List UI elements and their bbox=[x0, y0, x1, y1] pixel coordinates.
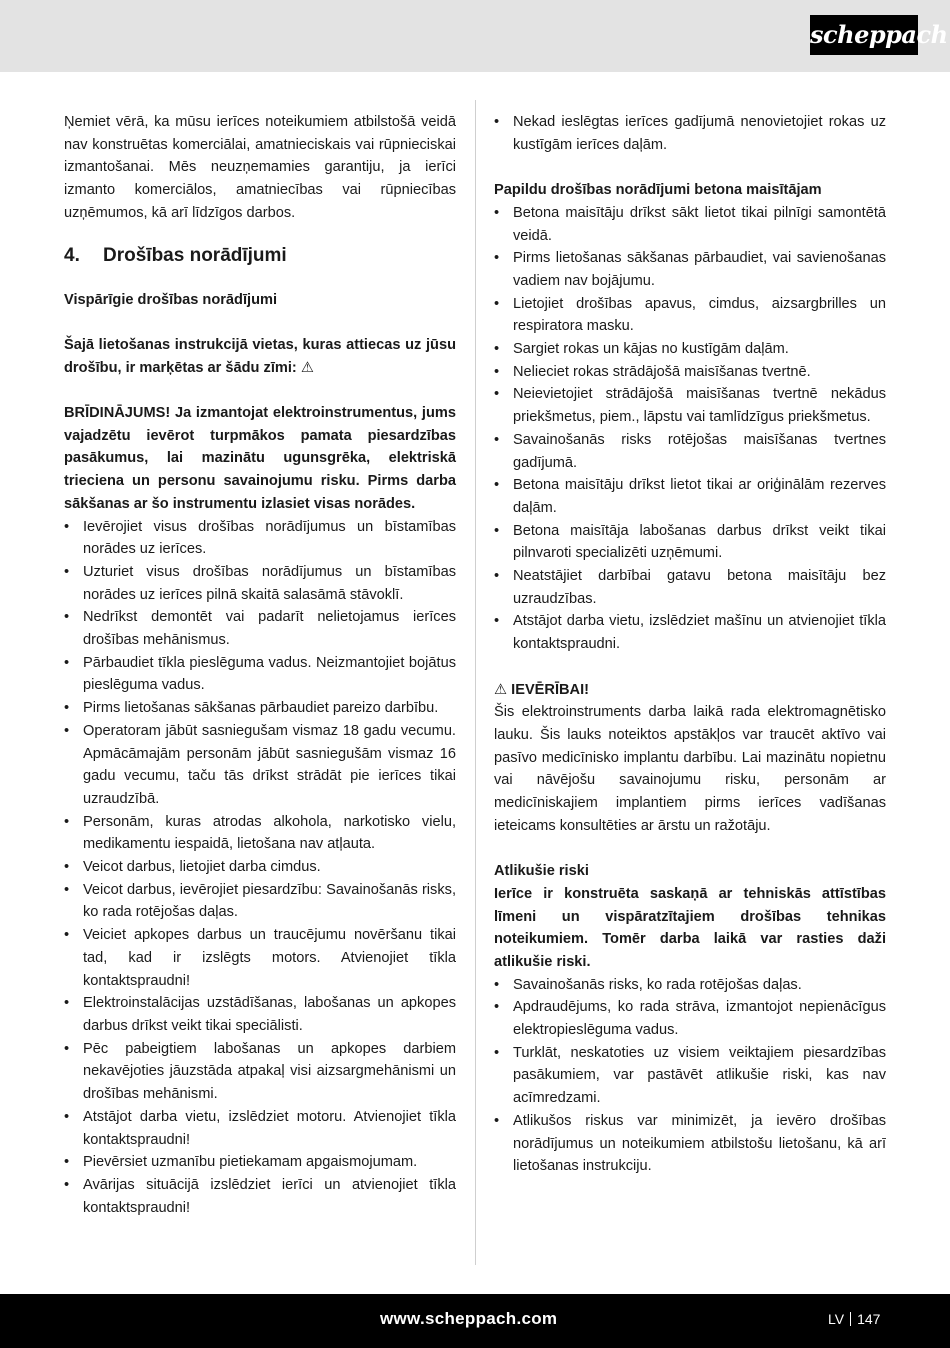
page-number: 147 bbox=[857, 1311, 881, 1327]
page-footer bbox=[0, 1294, 950, 1348]
list-item: • Pirms lietošanas sākšanas pārbaudiet, vai savienošanas vadiem nav bojājumu. bbox=[494, 247, 886, 292]
list-item: • Veicot darbus, ievērojiet piesardzību: Savainošanās risks, ko rada rotējošas daļas. bbox=[64, 879, 456, 924]
general-safety-list bbox=[64, 516, 456, 1220]
list-item: • Neievietojiet strādājošā maisīšanas tvertnē nekādus priekšmetus, piem., lāpstu vai tamlīdzīgus priekšmetus. bbox=[494, 383, 886, 428]
list-item: • Uzturiet visus drošības norādījumus un bīstamības norādes uz ierīces pilnā skaitā salasāmā stāvoklī. bbox=[64, 561, 456, 606]
list-item: • Veicot darbus, lietojiet darba cimdus. bbox=[64, 856, 456, 879]
list-item: • Veiciet apkopes darbus un traucējumu novēršanu tikai tad, kad ir izslēgts motors. Atvienojiet tīkla kontaktspraudni! bbox=[64, 924, 456, 992]
residual-risks-heading: Atlikušie riski bbox=[494, 863, 589, 880]
list-item: • Betona maisītāju drīkst lietot tikai ar oriģinālām rezerves daļām. bbox=[494, 474, 886, 519]
column-divider bbox=[475, 100, 476, 1265]
mixer-safety-list bbox=[494, 202, 886, 656]
warning-triangle-icon: ⚠ bbox=[494, 681, 508, 698]
list-item: • Savainošanās risks, ko rada rotējošas daļas. bbox=[494, 974, 886, 997]
language-code: LV bbox=[828, 1311, 845, 1327]
list-item: • Atlikušos riskus var minimizēt, ja ievēro drošības norādījumus un noteikumiem atbilstošu lietošanu, kā arī lietošanas instrukciju. bbox=[494, 1110, 886, 1178]
brand-logo: scheppach bbox=[810, 15, 918, 55]
website-link[interactable]: www.scheppach.com bbox=[380, 1309, 558, 1328]
section-title: Drošības norādījumi bbox=[103, 244, 287, 266]
list-item: • Pēc pabeigtiem labošanas un apkopes darbiem nekavējoties jāuzstāda atpakaļ visi aizsargmehānismi un drošības mehānismi. bbox=[64, 1038, 456, 1106]
list-item: • Neatstājiet darbībai gatavu betona maisītāju bez uzraudzības. bbox=[494, 565, 886, 610]
list-item: • Apdraudējums, ko rada strāva, izmantojot nepienācīgus elektropieslēguma vadus. bbox=[494, 996, 886, 1041]
marking-paragraph bbox=[64, 334, 456, 379]
list-item: • Elektroinstalācijas uzstādīšanas, labošanas un apkopes darbus drīkst veikt tikai speciālisti. bbox=[64, 992, 456, 1037]
list-item: • Atstājot darba vietu, izslēdziet motoru. Atvienojiet tīkla kontaktspraudni! bbox=[64, 1106, 456, 1151]
page-header bbox=[0, 0, 950, 72]
residual-risks-list bbox=[494, 974, 886, 1178]
list-item: • Pārbaudiet tīkla pieslēguma vadus. Neizmantojiet bojātus pieslēguma vadus. bbox=[64, 652, 456, 697]
list-item: • Sargiet rokas un kājas no kustīgām daļām. bbox=[494, 338, 886, 361]
list-item: • Pirms lietošanas sākšanas pārbaudiet pareizo darbību. bbox=[64, 697, 456, 720]
footer-separator bbox=[850, 1312, 851, 1326]
list-item: • Turklāt, neskatoties uz visiem veiktajiem piesardzības pasākumiem, var pastāvēt atlikušie riski, kas nav acīmredzami. bbox=[494, 1042, 886, 1110]
general-safety-heading: Vispārīgie drošības norādījumi bbox=[64, 291, 278, 308]
list-item: • Betona maisītāju drīkst sākt lietot tikai pilnīgi samontētā veidā. bbox=[494, 202, 886, 247]
right-column bbox=[494, 111, 886, 1178]
residual-risks-intro: Ierīce ir konstruēta saskaņā ar tehniskās attīstības līmeni un vispāratzītajiem drošības tehnikas noteikumiem. Tomēr darba laikā var rasties daži atlikušie riski. bbox=[494, 885, 886, 970]
marking-text: Šajā lietošanas instrukcijā vietas, kuras attiecas uz jūsu drošību, ir marķētas ar šādu zīmi: bbox=[64, 336, 456, 376]
left-column bbox=[64, 111, 456, 1219]
list-item: • Savainošanās risks rotējošas maisīšanas tvertnes gadījumā. bbox=[494, 429, 886, 474]
list-item: • Operatoram jābūt sasniegušam vismaz 18 gadu vecumu. Apmācāmajām personām jābūt sasniegušām vismaz 16 gadu vecumu, taču tās drīkst strādāt pie ierīces tikai uzraudzībā. bbox=[64, 720, 456, 811]
list-item: • Betona maisītāja labošanas darbus drīkst veikt tikai pilnvaroti specializēti uzņēmumi. bbox=[494, 520, 886, 565]
mixer-safety-heading: Papildu drošības norādījumi betona maisītājam bbox=[494, 182, 822, 199]
list-item: • Nekad ieslēgtas ierīces gadījumā nenovietojiet rokas uz kustīgām ierīces daļām. bbox=[494, 111, 886, 156]
list-item: • Atstājot darba vietu, izslēdziet mašīnu un atvienojiet tīkla kontaktspraudni. bbox=[494, 610, 886, 655]
list-item: • Ievērojiet visus drošības norādījumus un bīstamības norādes uz ierīces. bbox=[64, 516, 456, 561]
page-indicator bbox=[828, 1311, 880, 1327]
attention-heading-line bbox=[494, 679, 886, 702]
intro-paragraph: Ņemiet vērā, ka mūsu ierīces noteikumiem atbilstošā veidā nav konstruētas komerciālai, amatnieciskais vai rūpnieciskai izmantošanai. Mēs neuzņemamies garantiju, ja ierīci izmanto komerciālos, amatniecības vai rūpniecības uzņēmumos, kā arī līdzīgos darbos. bbox=[64, 114, 456, 221]
section-number: 4. bbox=[64, 244, 80, 266]
section-heading bbox=[64, 243, 456, 269]
warning-triangle-icon: ⚠ bbox=[300, 359, 314, 376]
attention-heading: IEVĒRĪBAI! bbox=[511, 681, 589, 698]
hands-safety-list bbox=[494, 111, 886, 156]
list-item: • Avārijas situācijā izslēdziet ierīci un atvienojiet tīkla kontaktspraudni! bbox=[64, 1174, 456, 1219]
list-item: • Lietojiet drošības apavus, cimdus, aizsargbrilles un respiratora masku. bbox=[494, 293, 886, 338]
attention-paragraph: Šis elektroinstruments darba laikā rada elektromagnētisko lauku. Šis lauks noteiktos apstākļos var traucēt aktīvo vai pasīvo medicīnisko implantu darbību. Lai mazinātu nopietnu vai nāvējošu savainojumu risku, personām ar medicīniskajiem implantiem pirms ierīces vadīšanas ieteicams konsultēties ar ārstu un ražotāju. bbox=[494, 704, 886, 834]
list-item: • Nelieciet rokas strādājošā maisīšanas tvertnē. bbox=[494, 361, 886, 384]
warning-paragraph: BRĪDINĀJUMS! Ja izmantojat elektroinstrumentus, jums vajadzētu ievērot turpmākos pamata piesardzības pasākumus, lai mazinātu ugunsgrēka, elektriskā trieciena un personu savainojumu risku. Pirms darba sākšanas ar šo instrumentu izlasiet visas norādes. bbox=[64, 405, 456, 512]
list-item: • Nedrīkst demontēt vai padarīt nelietojamus ierīces drošības mehānismus. bbox=[64, 606, 456, 651]
list-item: • Pievērsiet uzmanību pietiekamam apgaismojumam. bbox=[64, 1151, 456, 1174]
list-item: • Personām, kuras atrodas alkohola, narkotisko vielu, medikamentu iespaidā, lietošana nav atļauta. bbox=[64, 811, 456, 856]
